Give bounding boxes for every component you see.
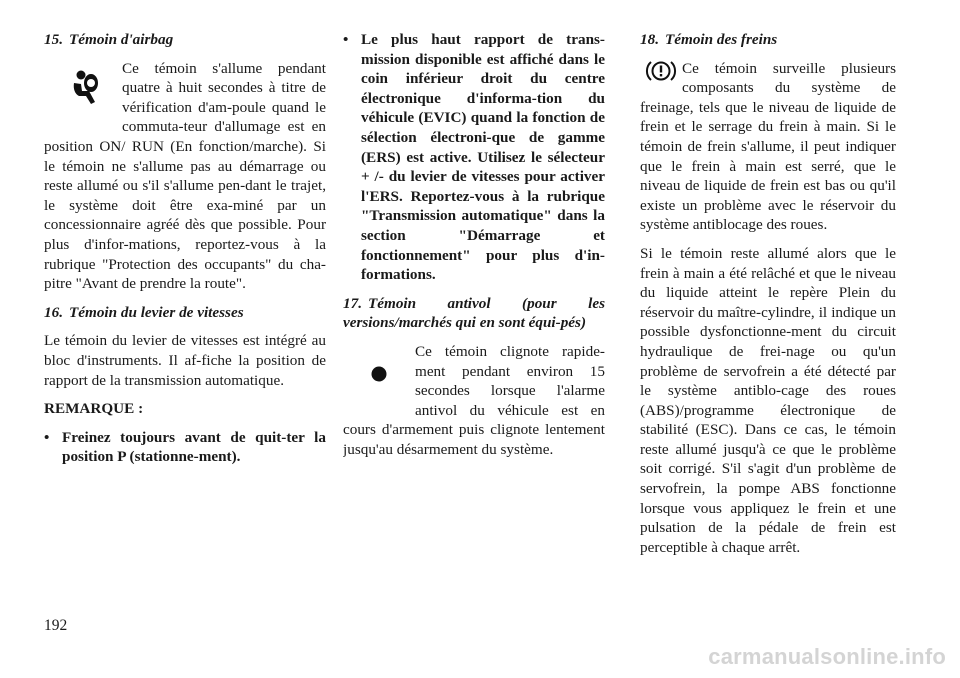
section-number: 15. (44, 31, 63, 48)
bullet-item (343, 30, 605, 285)
section-title: Témoin d'airbag (68, 31, 174, 48)
column-1 (44, 30, 326, 476)
airbag-text: Ce témoin s'allume pendant quatre à huit secondes à titre de vérification d'am-poule quand le commuta-teur d'allumage est en position ON/ RUN (En fonction/marche). Si le témoin ne s'allume pas au démarrage ou reste allumé ou s'il s'allume pen-dant le trajet, le système doit être exa-miné par un concessionnaire agréé dès que possible. Pour plus d'infor-mations, reportez-vous à la rubrique "Protection des occupants" du cha-pitre "Avant de prendre la route". (44, 59, 326, 293)
remark-label: REMARQUE : (44, 400, 144, 418)
page-number: 192 (44, 617, 68, 634)
brake-warning-icon (640, 59, 682, 89)
bullet-dot-icon: • (343, 31, 349, 48)
brake-block (640, 59, 896, 235)
antitheft-block (343, 342, 605, 460)
section-number: 16. (44, 303, 63, 321)
section-heading-shift (44, 303, 326, 323)
bullet-text: Le plus haut rapport de trans-mission disponible est affiché dans le coin inférieur droit du centre électronique d'informa-tion du véhicule (EVIC) quand la fonction de sélection électroni-que de gamme (ERS) est active. Utilisez le sélecteur + /- du levier de vitesses pour activer l'ERS. Reportez-vous à la rubrique "Transmission automatique" dans la section "Démarrage et fonctionnement" pour plus d'in-formations. (361, 31, 605, 284)
section-title: Témoin antivol (pour les versions/marchés qui en sont équi-pés) (343, 294, 605, 332)
bullet-item (44, 428, 326, 467)
bullet-text: Freinez toujours avant de quit-ter la position P (stationne-ment). (62, 428, 326, 466)
bullet-dot-icon: • (44, 428, 50, 446)
section-title: Témoin du levier de vitesses (68, 303, 244, 321)
column-2 (343, 30, 605, 459)
antitheft-text: Ce témoin clignote rapide-ment pendant environ 15 secondes lorsque l'alarme antivol du véhicule est en cours d'armement puis clignote lentement jusqu'au désarmement du système. (343, 342, 605, 458)
section-heading-brake (640, 30, 896, 50)
antitheft-dot-icon (343, 342, 415, 420)
watermark: carmanualsonline.info (708, 644, 946, 669)
column-3 (640, 30, 896, 557)
section-heading-airbag (44, 30, 326, 50)
shift-text: Le témoin du levier de vitesses est intégré au bloc d'instruments. Il af-fiche la position de rapport de la transmission automatique. (44, 332, 326, 389)
section-number: 17. (343, 294, 362, 312)
airbag-block (44, 59, 326, 294)
airbag-icon (44, 59, 122, 137)
section-title: Témoin des freins (664, 31, 778, 48)
brake-text-2: Si le témoin reste allumé alors que le frein à main a été relâché et que le niveau du liquide atteint le repère Plein du réservoir du maître-cylindre, il indique un possible dysfonctionne-ment du circuit hydraulique de frei-nage ou qu'un problème de servofrein a été détecté par le système antiblo-cage des roues (ABS)/programme électronique de stabilité (ESC). Dans ce cas, le témoin reste allumé jusqu'à ce que le problème soit corrigé. S'il s'agit d'un problème de servofrein, la pompe ABS fonctionne lorsque vous appliquez le frein et une pulsation de la pédale de frein est perceptible à chaque arrêt. (640, 244, 896, 556)
section-number: 18. (640, 31, 659, 48)
section-heading-antitheft (343, 294, 605, 333)
brake-text-1: Ce témoin surveille plusieurs composants du système de freinage, tels que le niveau de liquide de frein et le serrage du frein à main. Si le témoin de frein s'allume, il peut indiquer que le frein à main est serré, que le niveau de liquide de frein est bas ou qu'il existe un problème avec le réservoir du système antiblocage des roues. (640, 59, 896, 234)
